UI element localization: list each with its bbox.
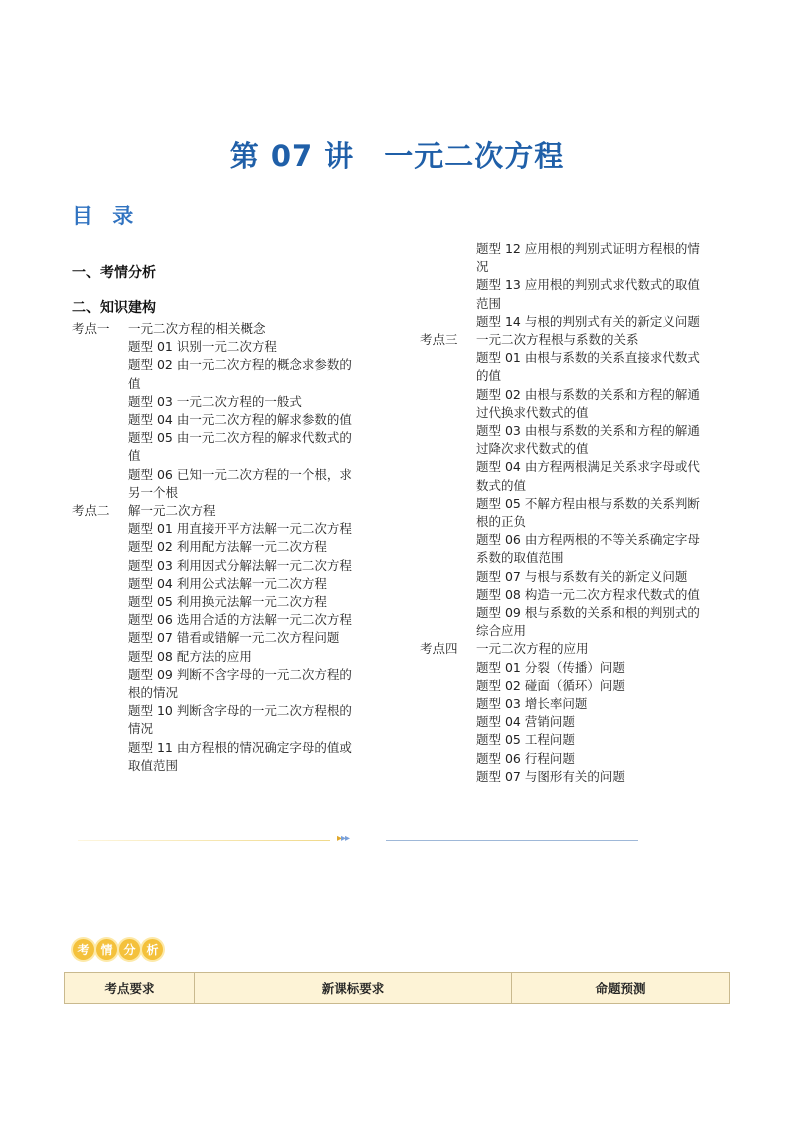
toc-item[interactable] (420, 313, 730, 331)
toc-item-line: 题型 01 由根与系数的关系直接求代数式 (476, 350, 700, 366)
divider-arrows-icon: ▸▸▸ (337, 833, 350, 844)
toc-item-line: 题型 06 由方程两根的不等关系确定字母 (476, 532, 700, 548)
toc-item[interactable] (72, 557, 382, 575)
divider-right (386, 840, 638, 841)
toc-item-line: 题型 11 由方程根的情况确定字母的值或 (128, 739, 352, 755)
toc-item[interactable] (72, 393, 382, 411)
toc-section-analysis[interactable]: 一、考情分析 (72, 265, 156, 281)
toc-item[interactable] (72, 466, 382, 502)
toc-topic-label: 考点四 (420, 641, 458, 657)
toc-topic-text: 一元二次方程的应用 (476, 641, 589, 657)
toc-item-line: 题型 04 由方程两根满足关系求字母或代 (476, 459, 700, 475)
toc-item-line: 题型 07 与图形有关的问题 (476, 768, 625, 784)
toc-item[interactable] (420, 604, 730, 640)
toc-item[interactable] (420, 422, 730, 458)
toc-item-line: 题型 06 已知一元二次方程的一个根，求 (128, 466, 352, 482)
toc-item-line: 取值范围 (128, 757, 179, 773)
toc-item-line: 题型 09 根与系数的关系和根的判别式的 (476, 605, 700, 621)
table-header-cell: 新课标要求 (195, 973, 512, 1004)
toc-topic-text: 解一元二次方程 (128, 503, 216, 519)
toc-item[interactable] (72, 702, 382, 738)
toc-item[interactable] (420, 240, 730, 276)
toc-item[interactable] (420, 659, 730, 677)
toc-item[interactable] (420, 750, 730, 768)
toc-item-line: 题型 02 碰面（循环）问题 (476, 677, 625, 693)
toc-item-line: 另一个根 (128, 484, 179, 500)
toc-item-line: 题型 12 应用根的判别式证明方程根的情 (476, 241, 700, 256)
table-header-row (65, 973, 730, 1004)
toc-topic[interactable] (420, 331, 730, 349)
toc-item[interactable] (420, 349, 730, 385)
toc-item-line: 题型 04 利用公式法解一元二次方程 (128, 575, 327, 591)
toc-item-line: 题型 07 与根与系数有关的新定义问题 (476, 568, 688, 584)
toc-item[interactable] (72, 338, 382, 356)
toc-item[interactable] (420, 713, 730, 731)
toc-item[interactable] (420, 531, 730, 567)
toc-item[interactable] (72, 611, 382, 629)
toc-item-line: 范围 (476, 295, 502, 311)
toc-item-line: 题型 08 配方法的应用 (128, 648, 252, 664)
toc-item-line: 数式的值 (476, 477, 527, 493)
table-header-cell: 命题预测 (512, 973, 730, 1004)
toc-item[interactable] (420, 768, 730, 786)
toc-topic[interactable] (420, 640, 730, 658)
page-title: 第 07 讲 一元二次方程 (229, 139, 565, 173)
toc-item[interactable] (72, 739, 382, 775)
toc-item-line: 题型 01 用直接开平方法解一元二次方程 (128, 521, 352, 537)
toc-topic-label: 考点三 (420, 332, 458, 348)
toc-item-line: 综合应用 (476, 623, 527, 639)
toc-item-line: 题型 02 由一元二次方程的概念求参数的 (128, 357, 352, 373)
toc-item[interactable] (72, 429, 382, 465)
toc-item[interactable] (420, 386, 730, 422)
toc-item[interactable] (420, 276, 730, 312)
toc-heading: 目 录 (72, 204, 140, 228)
toc-item-line: 值 (128, 448, 141, 464)
toc-item[interactable] (72, 666, 382, 702)
toc-item[interactable] (72, 648, 382, 666)
toc-item[interactable] (72, 593, 382, 611)
toc-item-line: 题型 14 与根的判别式有关的新定义问题 (476, 313, 700, 329)
toc-topic-text: 一元二次方程根与系数的关系 (476, 332, 639, 348)
toc-item[interactable] (72, 356, 382, 392)
toc-item-line: 系数的取值范围 (476, 550, 564, 566)
toc-item-line: 题型 03 利用因式分解法解一元二次方程 (128, 557, 352, 573)
toc-topic[interactable] (72, 320, 382, 338)
toc-item-line: 题型 02 由根与系数的关系和方程的解通 (476, 386, 700, 402)
toc-topic-label: 考点一 (72, 321, 110, 336)
toc-item-line: 题型 09 判断不含字母的一元二次方程的 (128, 666, 352, 682)
toc-right-column (420, 240, 730, 786)
toc-item[interactable] (420, 695, 730, 713)
toc-item-line: 情况 (128, 721, 154, 737)
toc-item[interactable] (420, 677, 730, 695)
badge-char: 考 (73, 939, 94, 960)
toc-item[interactable] (72, 411, 382, 429)
toc-item-line: 题型 06 选用合适的方法解一元二次方程 (128, 612, 352, 628)
toc-item[interactable] (72, 575, 382, 593)
badge-char: 析 (142, 939, 163, 960)
toc-item-line: 的值 (476, 368, 502, 384)
toc-item-line: 题型 10 判断含字母的一元二次方程根的 (128, 703, 352, 719)
toc-item[interactable] (420, 586, 730, 604)
table-header-cell: 考点要求 (65, 973, 195, 1004)
toc-item-line: 题型 08 构造一元二次方程求代数式的值 (476, 586, 700, 602)
toc-item-line: 题型 03 一元二次方程的一般式 (128, 393, 302, 409)
toc-item-line: 根的情况 (128, 685, 179, 701)
toc-item-line: 题型 06 行程问题 (476, 750, 575, 766)
requirements-table (64, 972, 730, 1004)
toc-item-line: 题型 07 错看或错解一元二次方程问题 (128, 630, 340, 646)
toc-item-line: 题型 03 由根与系数的关系和方程的解通 (476, 423, 700, 439)
section-badge (73, 939, 163, 960)
toc-item-line: 题型 02 利用配方法解一元二次方程 (128, 539, 327, 555)
toc-item[interactable] (420, 568, 730, 586)
toc-topic-label: 考点二 (72, 503, 110, 519)
toc-topic-text: 一元二次方程的相关概念 (128, 321, 266, 336)
toc-item[interactable] (72, 538, 382, 556)
toc-item-line: 题型 04 由一元二次方程的解求参数的值 (128, 412, 352, 428)
toc-item-line: 过降次求代数式的值 (476, 441, 589, 457)
toc-item[interactable] (72, 520, 382, 538)
toc-item-line: 题型 13 应用根的判别式求代数式的取值 (476, 277, 700, 293)
badge-char: 情 (96, 939, 117, 960)
badge-char: 分 (119, 939, 140, 960)
toc-item-line: 题型 05 由一元二次方程的解求代数式的 (128, 430, 352, 446)
toc-item-line: 况 (476, 259, 489, 275)
toc-item[interactable] (420, 495, 730, 531)
toc-item-line: 题型 03 增长率问题 (476, 696, 588, 712)
toc-item-line: 题型 05 工程问题 (476, 732, 575, 748)
toc-item-line: 题型 04 营销问题 (476, 714, 575, 730)
toc-item-line: 过代换求代数式的值 (476, 404, 589, 420)
toc-item-line: 根的正负 (476, 514, 527, 530)
toc-item-line: 值 (128, 375, 141, 391)
toc-item[interactable] (420, 731, 730, 749)
toc-item[interactable] (72, 629, 382, 647)
toc-item[interactable] (420, 458, 730, 494)
toc-topic[interactable] (72, 502, 382, 520)
toc-item-line: 题型 05 利用换元法解一元二次方程 (128, 594, 327, 610)
divider-left (78, 840, 330, 841)
toc-item-line: 题型 01 分裂（传播）问题 (476, 659, 625, 675)
toc-left-column (72, 320, 382, 775)
toc-item-line: 题型 01 识别一元二次方程 (128, 339, 277, 355)
toc-section-knowledge[interactable]: 二、知识建构 (72, 300, 156, 316)
toc-item-line: 题型 05 不解方程由根与系数的关系判断 (476, 495, 700, 511)
